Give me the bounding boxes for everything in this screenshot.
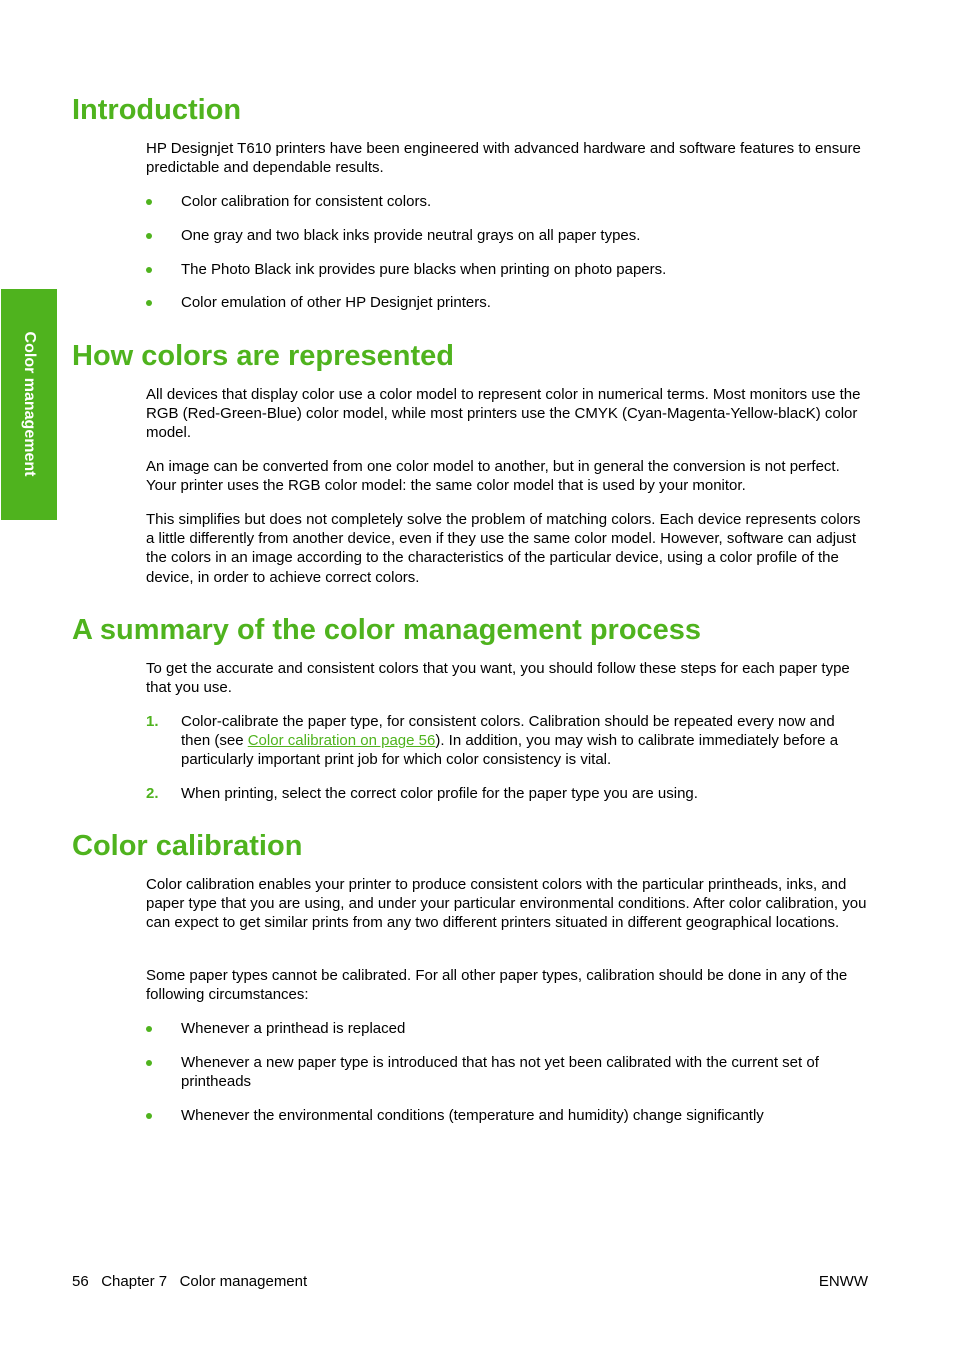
bullet-icon (146, 233, 152, 239)
heading-how-colors: How colors are represented (72, 340, 454, 372)
step-text (181, 712, 868, 770)
step-number: 1. (146, 713, 159, 730)
list-item-text: Whenever a new paper type is introduced that has not yet been calibrated with the current set of printheads (181, 1054, 819, 1091)
heading-summary: A summary of the color management process (72, 614, 702, 646)
step-text-before: Color-calibrate the paper type, for consistent colors. Calibration should be repeated every now and then (see (181, 713, 835, 750)
side-tab-label: Color management (21, 331, 38, 477)
calibration-paragraph-1: Color calibration enables your printer to produce consistent colors with the particular printheads, inks, and paper type that you are using, and under your particular environmental conditions. After color calibration, you can expect to get similar prints from any two different printers situated in different geographical locations. (146, 876, 867, 932)
bullet-icon (146, 267, 152, 273)
list-item-text: One gray and two black inks provide neutral grays on all paper types. (181, 227, 641, 244)
step-number: 2. (146, 785, 159, 802)
side-tab (1, 289, 57, 520)
how-colors-paragraph-1: All devices that display color use a color model to represent color in numerical terms. Most monitors use the RGB (Red-Green-Blue) color model, while most printers use the CMYK (Cyan-Magenta-Yellow-blacK) color model. (146, 386, 861, 442)
list-item-text: Color calibration for consistent colors. (181, 193, 432, 210)
how-colors-paragraph-3: This simplifies but does not completely solve the problem of matching colors. Each device represents colors a little differently from another device, even if they use the same color model. However, software can adjust the colors in an image according to the characteristics of the particular device, using a color profile of the device, in order to achieve correct colors. (146, 511, 861, 586)
intro-paragraph: HP Designjet T610 printers have been engineered with advanced hardware and software features to ensure predictable and dependable results. (146, 140, 861, 177)
list-item-text: Whenever a printhead is replaced (181, 1020, 406, 1037)
list-item-text: Whenever the environmental conditions (temperature and humidity) change significantly (181, 1107, 764, 1124)
bullet-icon (146, 1113, 152, 1119)
bullet-icon (146, 300, 152, 306)
heading-introduction: Introduction (72, 94, 242, 126)
footer-chapter-title: Color management (179, 1273, 308, 1290)
footer-chapter: Chapter 7 (101, 1273, 168, 1290)
bullet-icon (146, 199, 152, 205)
summary-paragraph: To get the accurate and consistent colors that you want, you should follow these steps for each paper type that you use. (146, 660, 850, 697)
step-text: When printing, select the correct color profile for the paper type you are using. (181, 785, 698, 802)
calibration-paragraph-2: Some paper types cannot be calibrated. For all other paper types, calibration should be done in any of the following circumstances: (146, 967, 848, 1004)
heading-calibration: Color calibration (72, 830, 303, 862)
how-colors-paragraph-2: An image can be converted from one color model to another, but in general the conversion is not perfect. Your printer uses the RGB color model: the same color model that is used by your monitor. (146, 458, 840, 495)
footer-left (72, 1272, 307, 1291)
step-text-after: ). In addition, you may wish to calibrate immediately before a particularly important print job for which color consistency is vital. (181, 732, 839, 769)
calibration-link[interactable]: Color calibration on page 56 (247, 732, 436, 750)
footer-right: ENWW (818, 1273, 868, 1290)
page-number: 56 (72, 1273, 89, 1290)
bullet-icon (146, 1026, 152, 1032)
list-item-text: Color emulation of other HP Designjet printers. (181, 294, 491, 311)
list-item-text: The Photo Black ink provides pure blacks when printing on photo papers. (181, 261, 667, 278)
bullet-icon (146, 1060, 152, 1066)
